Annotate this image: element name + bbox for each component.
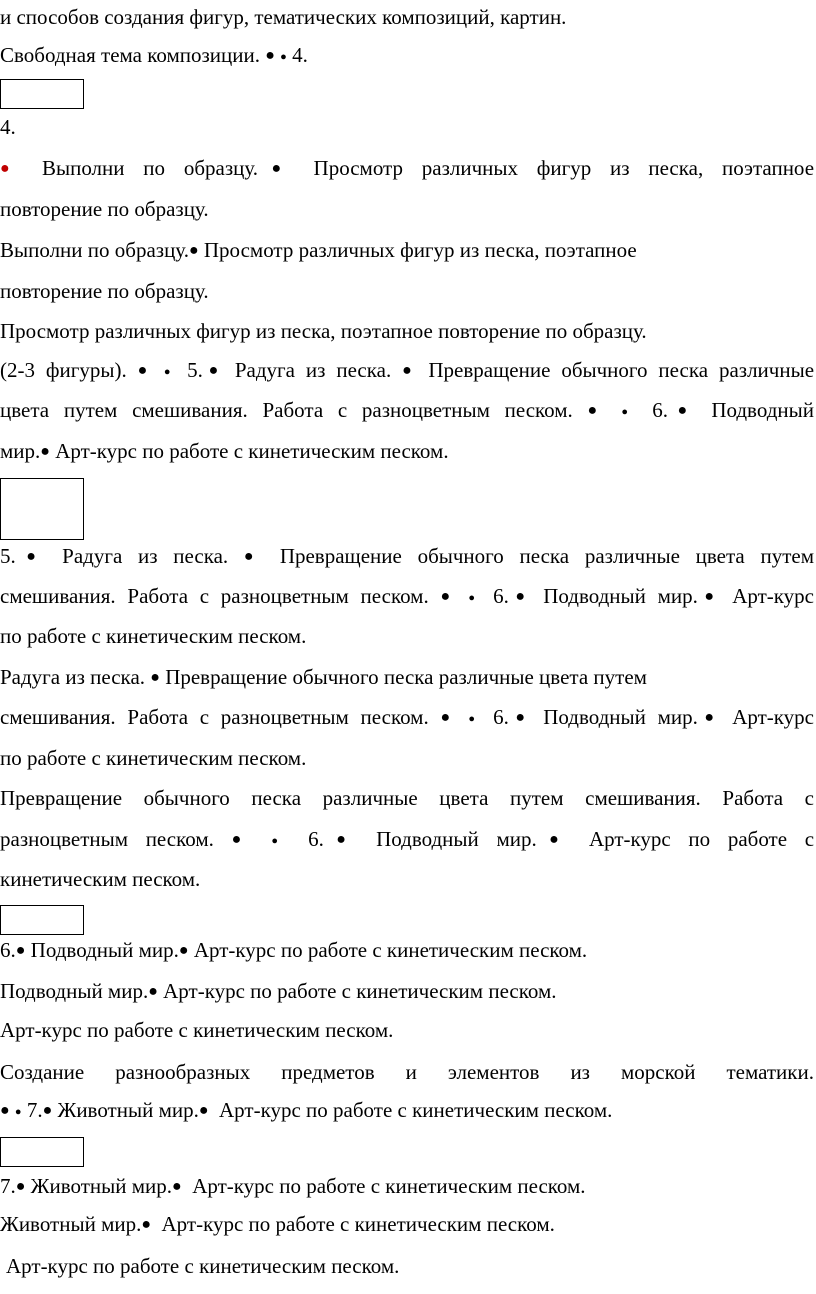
- line-text: Арт-курс по работе с кинетическим песком.: [163, 979, 557, 1003]
- line-text: Радуга из песка.: [0, 665, 146, 689]
- text-line: [0, 357, 814, 387]
- line-text: 6.: [652, 398, 668, 422]
- text-line: [0, 114, 816, 140]
- text-line: [0, 745, 816, 771]
- text-line: [0, 866, 816, 892]
- text-line: [0, 278, 816, 304]
- line-text: Арт-курс: [732, 584, 814, 608]
- text-line: [0, 1097, 816, 1127]
- text-line: [0, 785, 814, 811]
- line-text: повторение по образцу.: [0, 197, 209, 221]
- line-text: по работе с кинетическим песком.: [0, 746, 307, 770]
- line-text: 6.: [308, 827, 324, 851]
- line-text: 7.: [26, 1098, 43, 1122]
- bullet-dot-icon: ●: [15, 942, 26, 959]
- text-line: [0, 196, 816, 222]
- text-line: [0, 318, 816, 344]
- line-text: повторение по образцу.: [0, 279, 209, 303]
- empty-box-icon: [0, 905, 84, 935]
- line-text: Арт-курс по работе с кинетическим песком.: [55, 439, 449, 463]
- text-line: [0, 1173, 816, 1202]
- text-line: [0, 826, 814, 856]
- line-text: мир.: [0, 439, 41, 463]
- line-text: Просмотр различных фигур из песка, поэтапное повторение по образцу.: [0, 319, 647, 343]
- line-text: Подводный мир.: [543, 584, 698, 608]
- bullet-dot-icon: ●: [440, 709, 457, 726]
- line-text: Подводный мир.: [543, 705, 698, 729]
- line-text: Арт-курс по работе с кинетическим песком.: [219, 1098, 613, 1122]
- text-line: [0, 4, 816, 30]
- line-text: Арт-курс по работе с кинетическим песком.: [0, 1018, 394, 1042]
- bullet-dot-icon: ●: [667, 402, 697, 419]
- bullet-dot-icon: ●: [697, 709, 721, 726]
- bullet-dot-icon: ●: [148, 983, 158, 1000]
- bullet-dot-icon: ●: [150, 669, 160, 686]
- small-dot-icon: ●: [468, 713, 482, 725]
- line-text: 5.: [187, 358, 203, 382]
- line-text: кинетическим песком.: [0, 867, 201, 891]
- line-text: 4.: [0, 115, 16, 139]
- small-dot-icon: ●: [621, 406, 638, 418]
- line-text: Животный мир.: [30, 1174, 173, 1198]
- line-text: 6.: [493, 705, 509, 729]
- text-line: [6, 1253, 816, 1279]
- bullet-dot-icon: ●: [141, 1216, 152, 1233]
- bullet-dot-icon: ●: [198, 1102, 209, 1119]
- line-text: Выполни по образцу.: [41, 156, 259, 180]
- line-text: Арт-курс по работе с кинетическим песком.: [6, 1254, 400, 1278]
- line-text: разноцветным песком.: [0, 827, 214, 851]
- text-line: [0, 1017, 816, 1043]
- bullet-dot-icon: ●: [323, 831, 359, 848]
- bullet-dot-icon: ●: [40, 443, 50, 460]
- line-text: Просмотр различных фигур из песка, поэтапное: [203, 238, 637, 262]
- bullet-dot-icon: ●: [172, 1178, 182, 1195]
- line-text: Свободная тема композиции.: [0, 43, 260, 67]
- text-line: [0, 438, 816, 467]
- bullet-dot-icon: ●: [587, 402, 607, 419]
- line-text: Животный мир.: [57, 1098, 199, 1122]
- line-text: Выполни по образцу.: [0, 238, 189, 262]
- bullet-dot-icon: ●: [188, 242, 199, 259]
- empty-box-icon: [0, 478, 84, 540]
- bullet-dot-icon: ●: [42, 1102, 53, 1119]
- line-text: Превращение обычного песка различные: [428, 358, 815, 382]
- text-line: [0, 1059, 814, 1085]
- empty-box-icon: [0, 1137, 84, 1167]
- text-line: [0, 623, 816, 649]
- line-text: Просмотр различных фигур из песка, поэтапное: [313, 156, 815, 180]
- line-text: Арт-курс по работе с кинетическим песком.: [193, 938, 588, 962]
- line-text: по работе с кинетическим песком.: [0, 624, 307, 648]
- line-text: Животный мир.: [0, 1212, 142, 1236]
- line-text: Радуга из песка.: [234, 358, 392, 382]
- line-text: Арт-курс по работе с: [588, 827, 815, 851]
- bullet-dot-icon: ●: [508, 588, 532, 605]
- text-line: [0, 237, 816, 266]
- text-line: [0, 155, 814, 184]
- bullet-dot-icon: ●: [137, 362, 153, 379]
- bullet-dot-icon: ●: [202, 362, 224, 379]
- small-dot-icon: ●: [271, 835, 291, 847]
- text-line: [0, 937, 816, 966]
- empty-box-icon: [0, 79, 84, 109]
- bullet-dot-icon: ●: [508, 709, 532, 726]
- text-line: [0, 664, 816, 693]
- line-text: Подводный мир.: [30, 938, 179, 962]
- line-text: смешивания. Работа с разноцветным песком.: [0, 584, 429, 608]
- bullet-dot-icon: ●: [536, 831, 572, 848]
- text-line: [0, 42, 816, 72]
- text-line: [0, 543, 814, 572]
- line-text: (2-3 фигуры).: [0, 358, 127, 382]
- line-text: 6.: [493, 584, 509, 608]
- line-text: и способов создания фигур, тематических композиций, картин.: [0, 5, 567, 29]
- bullet-dot-icon: ●: [440, 588, 457, 605]
- line-text: 4.: [292, 43, 308, 67]
- bullet-dot-icon: ●: [0, 1102, 10, 1119]
- bullet-dot-icon: ●: [15, 1178, 26, 1195]
- bullet-dot-icon: ●: [0, 160, 24, 177]
- text-line: [0, 397, 814, 427]
- line-text: Арт-курс по работе с кинетическим песком.: [161, 1212, 555, 1236]
- line-text: Арт-курс по работе с кинетическим песком.: [192, 1174, 586, 1198]
- line-text: цвета путем смешивания. Работа с разноцветным песком.: [0, 398, 573, 422]
- bullet-dot-icon: ●: [243, 548, 265, 565]
- line-text: Радуга из песка.: [62, 544, 229, 568]
- line-text: Превращение обычного песка различные цвета путем смешивания. Работа с: [0, 786, 814, 810]
- line-text: Подводный: [711, 398, 814, 422]
- text-line: [0, 1211, 816, 1240]
- line-text: Создание разнообразных предметов и элементов из морской тематики.: [0, 1060, 814, 1084]
- small-dot-icon: ●: [468, 592, 482, 604]
- line-text: Подводный мир.: [376, 827, 537, 851]
- text-line: [0, 704, 814, 734]
- bullet-dot-icon: ●: [402, 362, 418, 379]
- bullet-dot-icon: ●: [265, 47, 275, 64]
- small-dot-icon: ●: [163, 366, 177, 378]
- line-text: Превращение обычного песка различные цвета путем: [165, 665, 647, 689]
- line-text: Подводный мир.: [0, 979, 149, 1003]
- line-text: 7.: [0, 1174, 16, 1198]
- text-line: [0, 978, 816, 1007]
- bullet-dot-icon: ●: [258, 160, 295, 177]
- bullet-dot-icon: ●: [15, 548, 47, 565]
- line-text: 6.: [0, 938, 16, 962]
- text-line: [0, 583, 814, 613]
- line-text: 5.: [0, 544, 16, 568]
- line-text: Превращение обычного песка различные цвета путем: [279, 544, 815, 568]
- line-text: Арт-курс: [732, 705, 814, 729]
- line-text: смешивания. Работа с разноцветным песком.: [0, 705, 429, 729]
- small-dot-icon: ●: [14, 1106, 22, 1118]
- bullet-dot-icon: ●: [697, 588, 721, 605]
- bullet-dot-icon: ●: [231, 831, 254, 848]
- small-dot-icon: ●: [280, 51, 287, 63]
- bullet-dot-icon: ●: [178, 942, 189, 959]
